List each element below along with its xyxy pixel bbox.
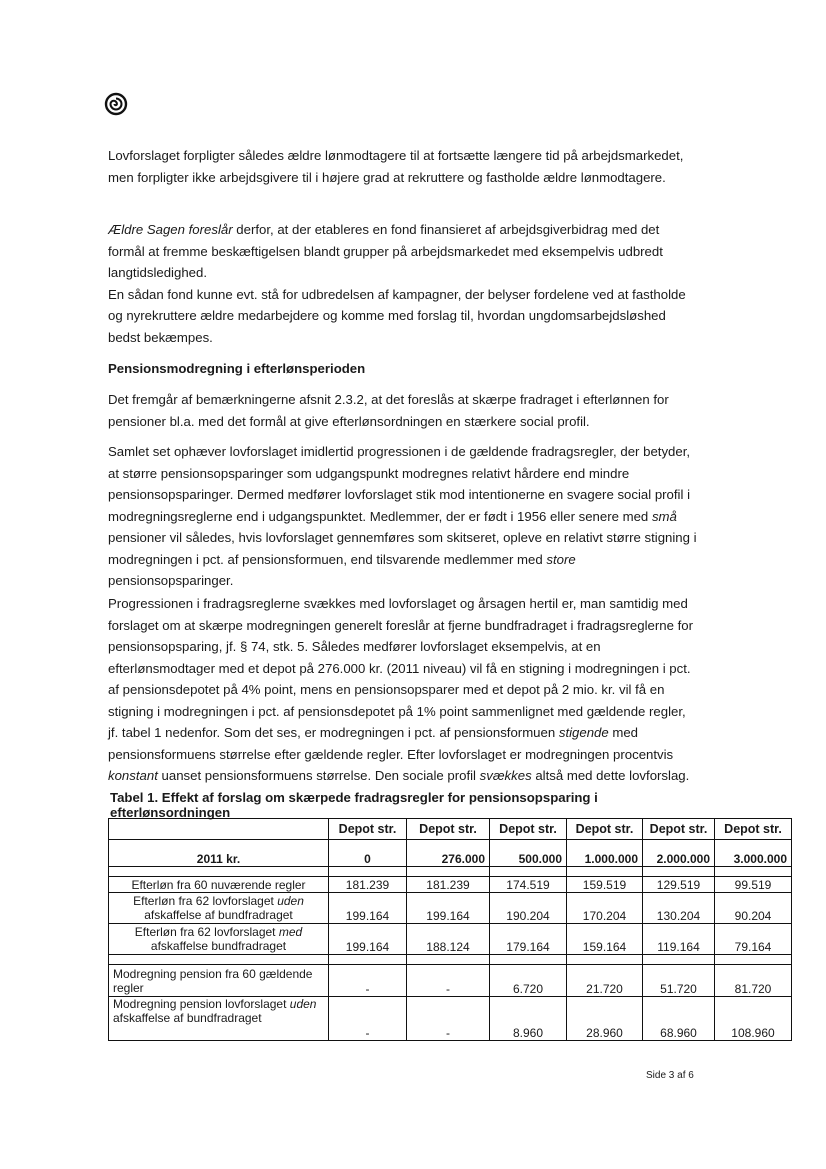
paragraph-5: Samlet set ophæver lovforslaget imidlertid progressionen i de gældende fradragsregler, der betyder, at større pensionsopsparinger som udgangspunkt modregnes relativt hårdere end mindre pensionsopsparinger. Dermed medfører lovforslaget stik mod intentionerne en svagere social profil i modregningsreglerne end i udgangspunktet. Medlemmer, der er født i 1956 eller senere med små pensioner vil således, hvis lovforslaget gennemføres som skitseret, opleve en relativt større stigning i modregningen i pct. af pensionsformuen, end tilsvarende medlemmer med store pensionsopsparinger.: [108, 444, 697, 588]
paragraph-3-text: En sådan fond kunne evt. stå for udbredelsen af kampagner, der belyser fordelene ved at fastholde og nyrekruttere ældre medarbejdere og komme med forslag til, hvordan ungdomsarbejdsløshed bedst bekæmpes.: [108, 286, 686, 345]
section-heading: Pensionsmodregning i efterlønsperioden: [108, 361, 366, 376]
paragraph-4: [108, 389, 698, 432]
header-cell: Depot str.: [490, 819, 567, 840]
header-cell: Depot str.: [643, 819, 715, 840]
table-header-row: [109, 819, 792, 840]
paragraph-1: [108, 145, 698, 188]
paragraph-1-text: Lovforslaget forpligter således ældre lønmodtagere til at fortsætte længere tid på arbejdsmarkedet, men forpligter ikke arbejdsgivere til i højere grad at rekruttere og fastholde ældre lønmodtagere.: [108, 148, 684, 185]
spiral-logo-icon: [104, 92, 128, 116]
table-row: Efterløn fra 60 nuværende regler 181.239 181.239 174.519 159.519 129.519 99.519: [109, 877, 792, 893]
page-number: Side 3 af 6: [646, 1070, 694, 1081]
header-cell: Depot str.: [407, 819, 490, 840]
table-caption: Tabel 1. Effekt af forslag om skærpede fradragsregler for pensionsopsparing i efterlønsordningen: [110, 790, 598, 820]
table-row: Efterløn fra 62 lovforslaget uden afskaffelse af bundfradraget 199.164 199.164 190.204 170.204 130.204 90.204: [109, 893, 792, 924]
header-cell: Depot str.: [329, 819, 407, 840]
paragraph-2-text: derfor, at der etableres en fond finansieret af arbejdsgiverbidrag med det formål at fremme beskæftigelsen blandt grupper på arbejdsmarkedet med eksempelvis udbredt langtidsledighed.: [108, 222, 663, 280]
year-label: 2011 kr.: [109, 840, 329, 867]
table-row: Efterløn fra 62 lovforslaget med afskaffelse bundfradraget 199.164 188.124 179.164 159.164 119.164 79.164: [109, 924, 792, 955]
header-cell: Depot str.: [715, 819, 792, 840]
paragraph-2: [108, 219, 698, 348]
paragraph-4-text: Det fremgår af bemærkningerne afsnit 2.3.2, at det foreslås at skærpe fradraget i efterlønnen for pensioner bl.a. med det formål at give efterlønsordningen en stærkere social profil.: [108, 392, 669, 429]
paragraph-6: Progressionen i fradragsreglerne svækkes med lovforslaget og årsagen hertil er, man samtidig med forslaget om at skærpe modregningen generelt foreslår at fjerne bundfradraget i fradragsreglerne for pensionsopsparing, jf. § 74, stk. 5. Således medfører lovforslaget eksempelvis, at en efterlønsmodtager med et depot på 276.000 kr. (2011 niveau) vil få en stigning i modregningen i pct. af pensionsdepotet på 4% point, mens en pensionsopsparer med et depot på 2 mio. kr. vil få en stigning i modregningen i pct. af pensionsdepotet på 1% point sammenlignet med gældende regler, jf. tabel 1 nedenfor. Som det ses, er modregningen i pct. af pensionsformuen stigende med pensionsformuens størrelse efter gældende regler. Efter lovforslaget er modregningen procentvis konstant uanset pensionsformuens størrelse. Den sociale profil svækkes altså med dette lovforslag.: [108, 596, 693, 783]
paragraph-2-italic: Ældre Sagen foreslår: [108, 222, 233, 237]
table-depot-row: 2011 kr. 0 276.000 500.000 1.000.000 2.000.000 3.000.000: [109, 840, 792, 867]
pension-table: [108, 818, 792, 1041]
table-row: Modregning pension fra 60 gældende regler - - 6.720 21.720 51.720 81.720: [109, 965, 792, 997]
header-cell: Depot str.: [567, 819, 643, 840]
table-row: Modregning pension lovforslaget uden afskaffelse af bundfradraget - - 8.960 28.960 68.960 108.960: [109, 997, 792, 1041]
